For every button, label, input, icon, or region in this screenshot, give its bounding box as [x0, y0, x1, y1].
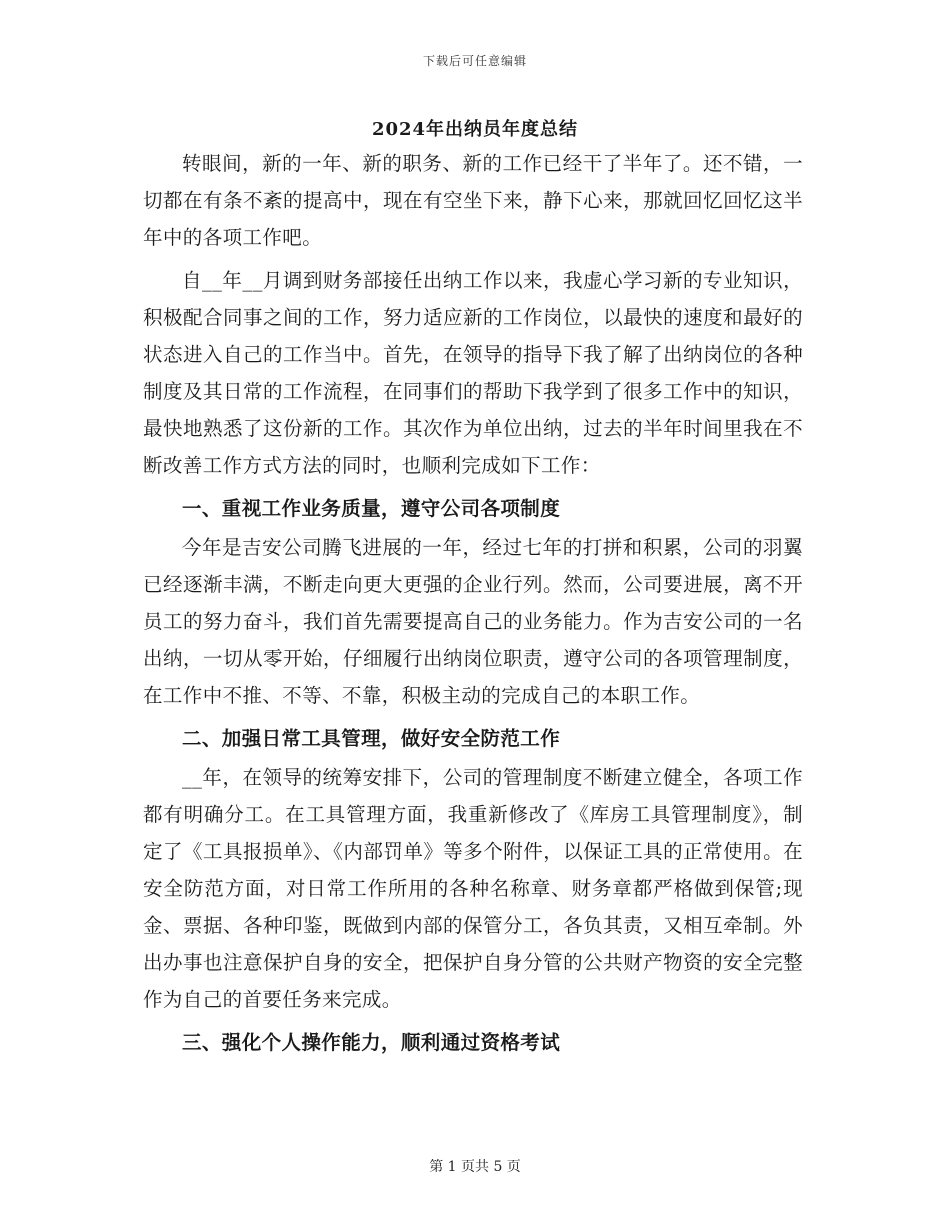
intro-paragraph: 转眼间，新的一年、新的职务、新的工作已经干了半年了。还不错，一切都在有条不紊的提高中，现在有空坐下来，静下心来，那就回忆回忆这半年中的各项工作吧。 — [143, 152, 803, 249]
transfer-paragraph: 自__年__月调到财务部接任出纳工作以来，我虚心学习新的专业知识，积极配合同事之间的工作，努力适应新的工作岗位，以最快的速度和最好的状态进入自己的工作当中。首先，在领导的指导下我了解了出纳岗位的各种制度及其日常的工作流程，在同事们的帮助下我学到了很多工作中的知识，最快地熟悉了这份新的工作。其次作为单位出纳，过去的半年时间里我在不断改善工作方式方法的同时，也顺利完成如下工作： — [143, 269, 803, 477]
document-title: 2024年出纳员年度总结 — [371, 119, 579, 140]
download-note: 下载后可任意编辑 — [422, 54, 527, 68]
section-heading-3: 三、强化个人操作能力，顺利通过资格考试 — [182, 1031, 561, 1054]
section-heading-1: 一、重视工作业务质量，遵守公司各项制度 — [182, 497, 561, 520]
section-body-1: 今年是吉安公司腾飞进展的一年，经过七年的打拼和积累，公司的羽翼已经逐渐丰满，不断走向更大更强的企业行列。然而，公司要进展，离不开员工的努力奋斗，我们首先需要提高自己的业务能力。作为吉安公司的一名出纳，一切从零开始，仔细履行出纳岗位职责，遵守公司的各项管理制度，在工作中不推、不等、不靠，积极主动的完成自己的本职工作。 — [143, 536, 803, 707]
document-body — [143, 145, 803, 1063]
page-indicator: 第 1 页共 5 页 — [429, 1159, 521, 1175]
section-body-2: __年，在领导的统筹安排下，公司的管理制度不断建立健全，各项工作都有明确分工。在工具管理方面，我重新修改了《库房工具管理制度》，制定了《工具报损单》、《内部罚单》等多个附件，以保证工具的正常使用。在安全防范方面，对日常工作所用的各种名称章、财务章都严格做到保管;现金、票据、各种印鉴，既做到内部的保管分工，各负其责，又相互牵制。外出办事也注意保护自身的安全，把保护自身分管的公共财产物资的安全完整作为自己的首要任务来完成。 — [143, 766, 803, 1011]
section-heading-2: 二、加强日常工具管理，做好安全防范工作 — [182, 727, 561, 750]
